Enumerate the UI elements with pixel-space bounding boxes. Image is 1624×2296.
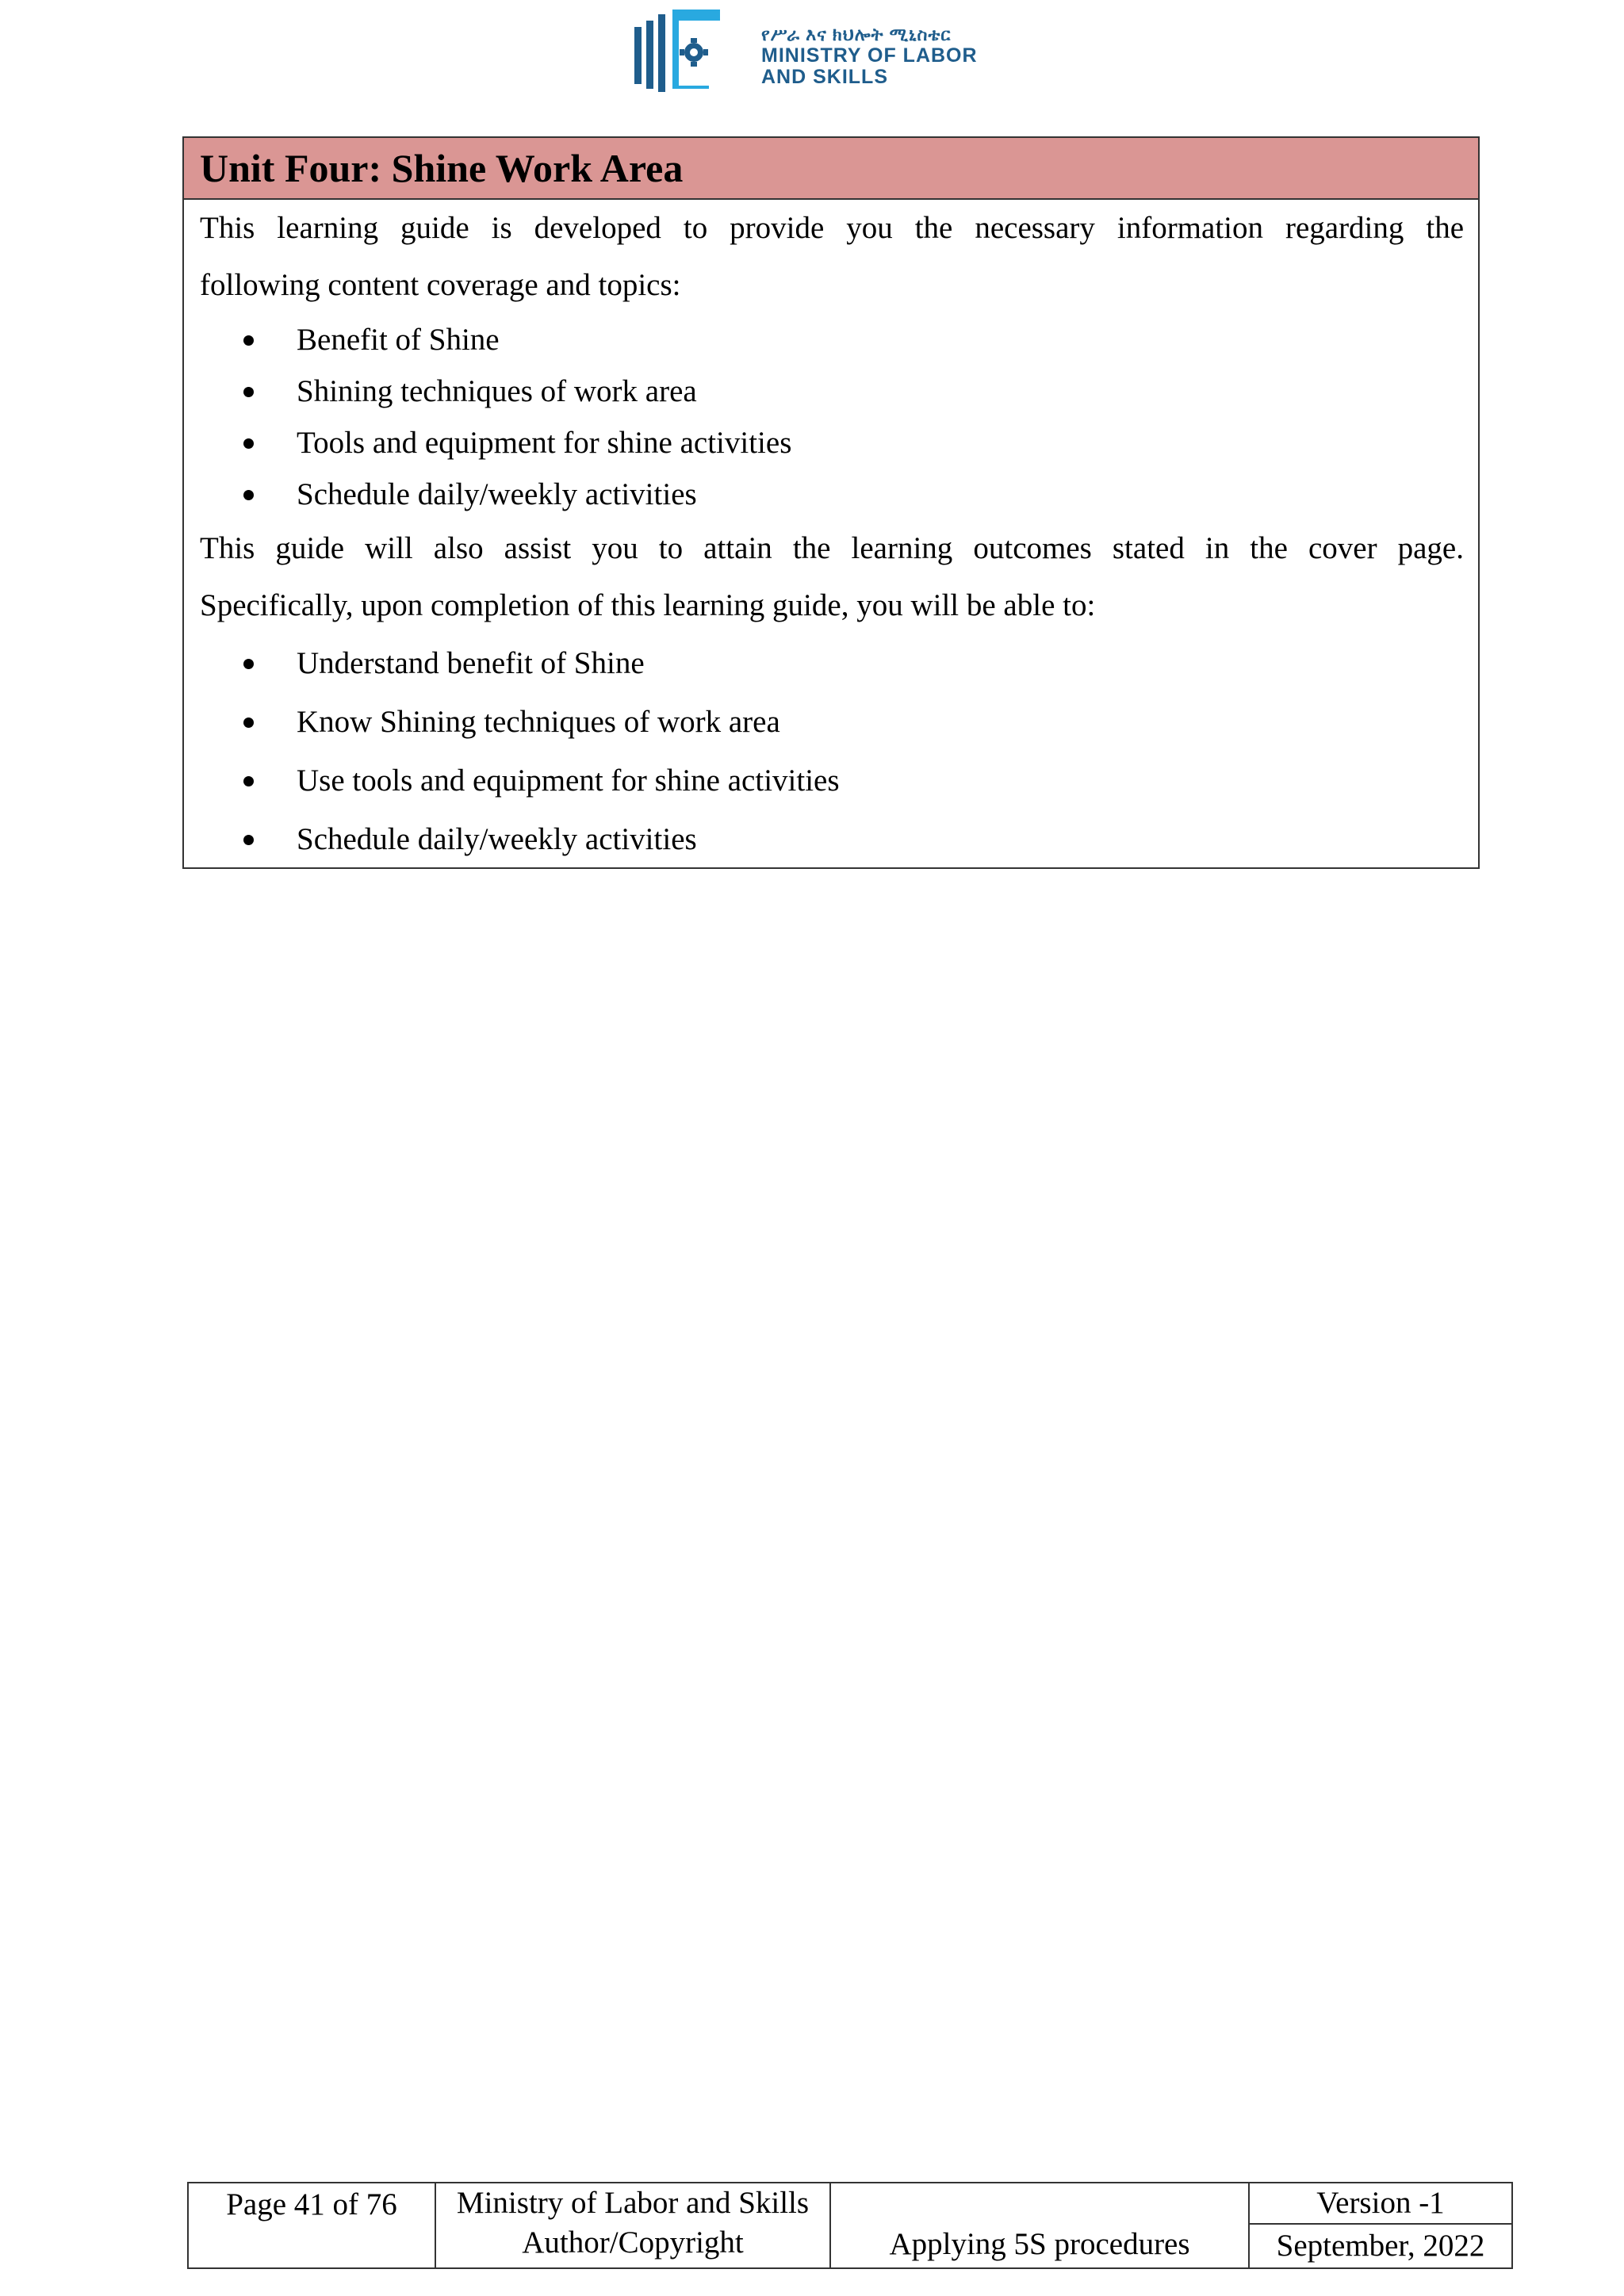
ministry-logo (626, 3, 1007, 98)
footer-date: September, 2022 (1249, 2224, 1512, 2268)
bullet-icon (243, 835, 254, 845)
footer-page-number: Page 41 of 76 (188, 2183, 435, 2268)
footer-org-name: Ministry of Labor and Skills (456, 2186, 810, 2220)
logo-text-line2: AND SKILLS (761, 66, 888, 88)
outcome-line-2: Specifically, upon completion of this learning guide, you will be able to: (200, 588, 1096, 622)
outcomes-paragraph (200, 520, 1464, 634)
list-item: Know Shining techniques of work area (184, 693, 1478, 752)
bullet-icon (243, 659, 254, 669)
unit-title: Unit Four: Shine Work Area (184, 138, 1478, 200)
bullet-icon (243, 335, 254, 346)
bullet-icon (243, 438, 254, 449)
bullet-icon (243, 776, 254, 786)
list-item: Tools and equipment for shine activities (184, 417, 1478, 469)
list-item: Use tools and equipment for shine activities (184, 752, 1478, 810)
bullet-icon (243, 490, 254, 500)
outcomes-list (184, 634, 1478, 869)
footer-version: Version -1 (1249, 2183, 1512, 2224)
intro-paragraph (200, 200, 1464, 314)
list-item: Understand benefit of Shine (184, 634, 1478, 693)
logo-wordmark (761, 24, 978, 88)
footer-author (435, 2183, 830, 2268)
ministry-logo-icon (626, 3, 761, 98)
footer-doc-title: Applying 5S procedures (830, 2183, 1249, 2268)
topics-list (184, 314, 1478, 520)
list-item: Schedule daily/weekly activities (184, 810, 1478, 869)
intro-line-1: This learning guide is developed to provide you the necessary information regarding the (200, 211, 1464, 245)
bullet-icon (243, 718, 254, 728)
page-footer (187, 2182, 1513, 2269)
outcome-line-1: This guide will also assist you to attain the learning outcomes stated in the cover page. (200, 531, 1464, 565)
unit-overview-box (182, 136, 1480, 869)
bullet-icon (243, 387, 254, 397)
logo-text-line1: MINISTRY OF LABOR (761, 44, 978, 67)
intro-line-2: following content coverage and topics: (200, 268, 681, 302)
list-item: Benefit of Shine (184, 314, 1478, 365)
list-item: Shining techniques of work area (184, 365, 1478, 417)
logo-text-amharic: የሥራ እና ክህሎት ሚኒስቴር (761, 25, 952, 44)
list-item: Schedule daily/weekly activities (184, 469, 1478, 520)
footer-copyright: Author/Copyright (522, 2225, 744, 2260)
